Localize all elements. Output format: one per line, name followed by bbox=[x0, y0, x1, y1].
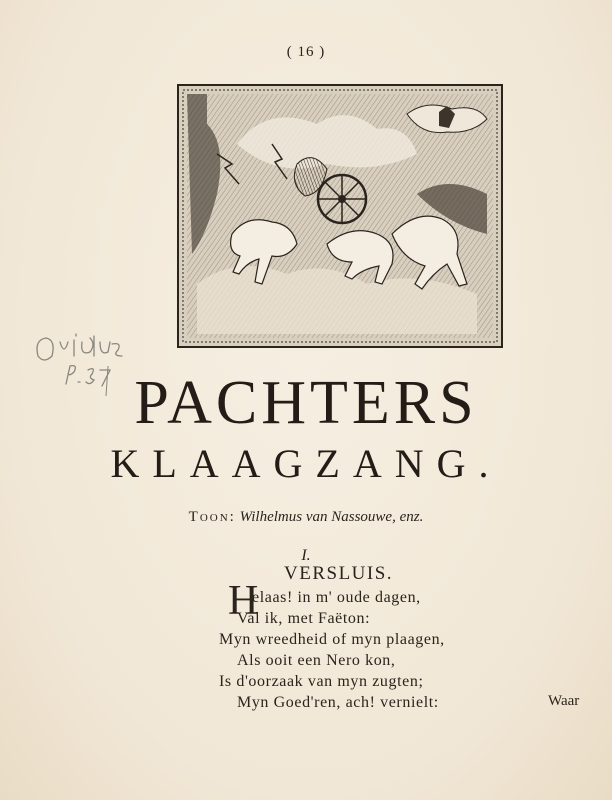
verse-line-3: Myn wreedheid of myn plaagen, bbox=[219, 631, 445, 648]
verse-line-4: Als ooit een Nero kon, bbox=[237, 652, 396, 669]
tune-label: Toon: bbox=[188, 509, 236, 525]
verse-line-2: Val ik, met Faëton: bbox=[237, 610, 371, 627]
tune-name: Wilhelmus van Nassouwe, enz. bbox=[239, 509, 424, 525]
page-number: ( 16 ) bbox=[286, 44, 326, 60]
drop-cap: H bbox=[228, 578, 259, 624]
tune-line bbox=[0, 509, 612, 526]
title-line-2: KLAAGZANG. bbox=[110, 441, 502, 486]
stanza-number: I. bbox=[301, 547, 311, 564]
verse-line-1: elaas! in m' oude dagen, bbox=[252, 589, 421, 606]
speaker-name: VERSLUIS. bbox=[284, 563, 394, 584]
catchword: Waar bbox=[548, 693, 580, 709]
verse-line-5: Is d'oorzaak van myn zugten; bbox=[219, 673, 424, 690]
title-line-1: PACHTERS bbox=[134, 369, 478, 437]
engraving-illustration bbox=[177, 84, 503, 348]
verse-line-6: Myn Goed'ren, ach! vernielt: bbox=[237, 694, 439, 711]
